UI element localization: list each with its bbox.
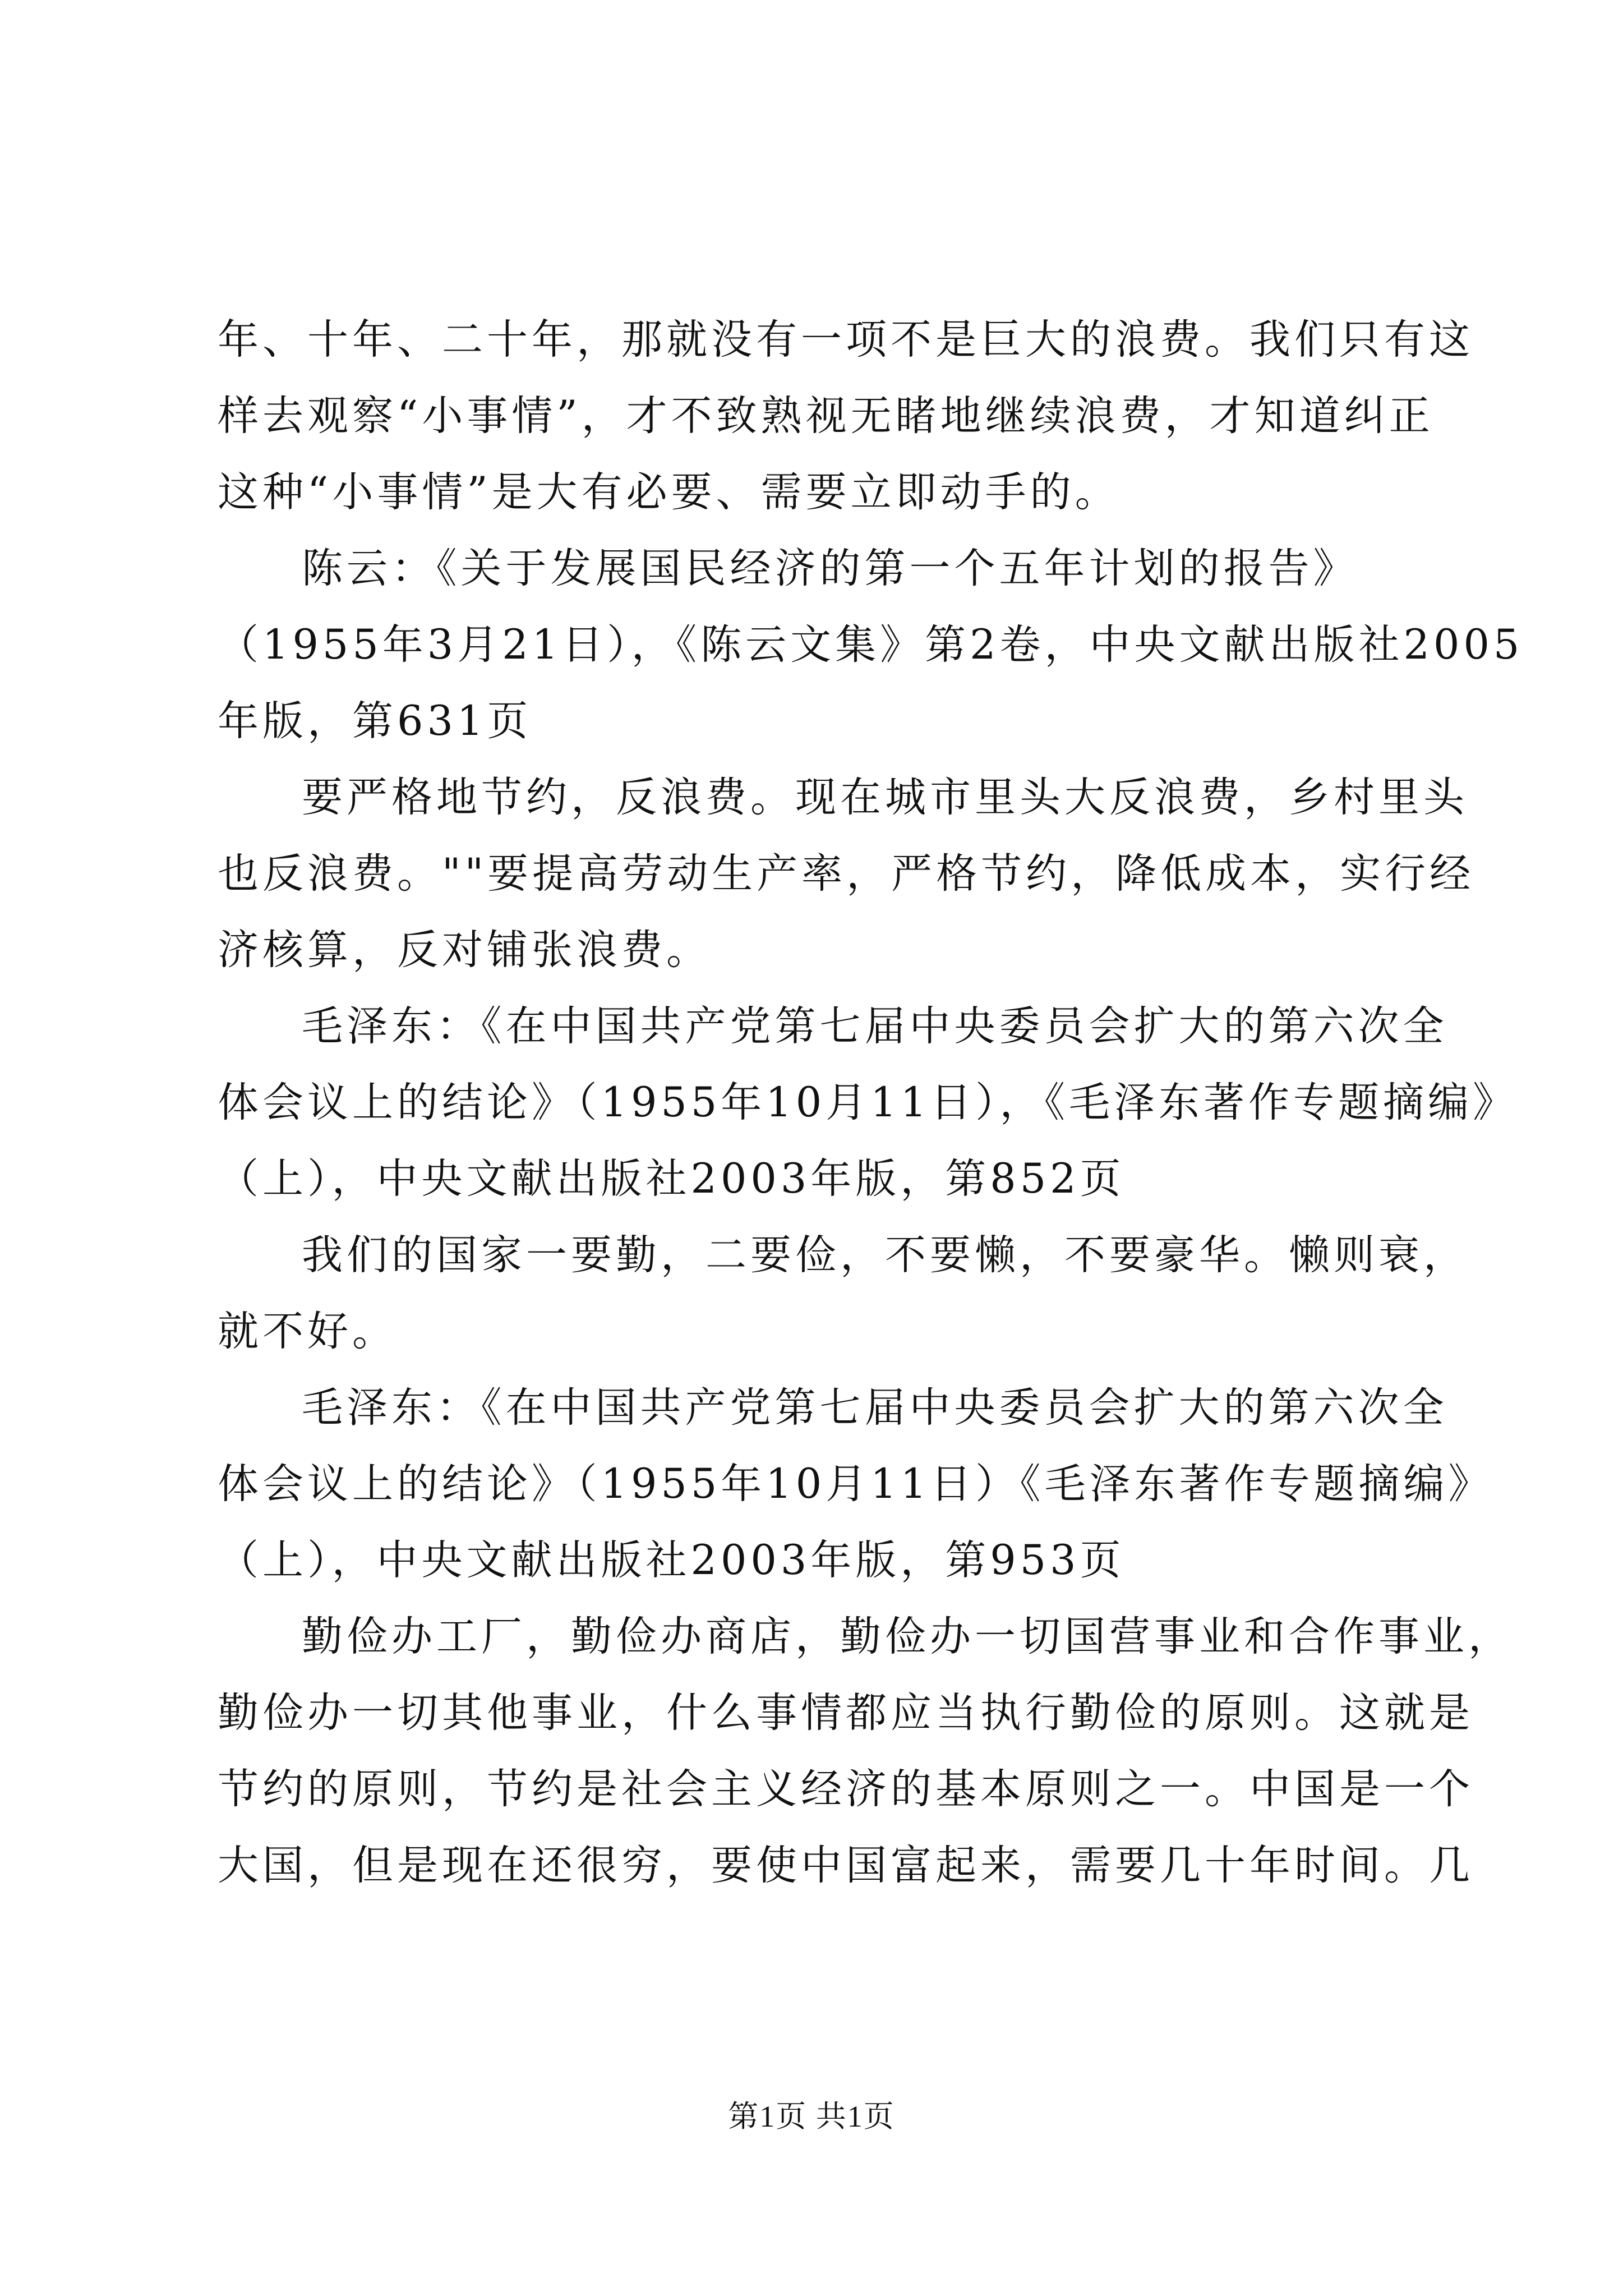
text-line: 节约的原则，节约是社会主义经济的基本原则之一。中国是一个 (218, 1765, 1474, 1813)
text-line: 济核算，反对铺张浪费。 (218, 926, 711, 974)
paragraph (218, 302, 1474, 531)
citation-paragraph (218, 1370, 1493, 1599)
page-footer: 第1页 共1页 (728, 2100, 895, 2133)
text-line: 就不好。 (218, 1308, 397, 1355)
text-line: （上），中央文献出版社2003年版，第852页 (218, 1155, 1125, 1203)
text-line: 大国，但是现在还很穷，要使中国富起来，需要几十年时间。几 (218, 1842, 1474, 1889)
text-line: 勤俭办一切其他事业，什么事情都应当执行勤俭的原则。这就是 (218, 1689, 1474, 1737)
text-line: （上），中央文献出版社2003年版，第953页 (218, 1536, 1125, 1584)
text-line: 陈云：《关于发展国民经济的第一个五年计划的报告》 (302, 545, 1358, 592)
paragraph (218, 760, 1475, 988)
document-body (218, 302, 1524, 1904)
paragraph (218, 1217, 1468, 1370)
text-line: 体会议上的结论》（1955年10月11日）《毛泽东著作专题摘编》 (218, 1460, 1493, 1508)
text-line: 要严格地节约，反浪费。现在城市里头大反浪费，乡村里头 (302, 774, 1468, 821)
citation-paragraph (218, 531, 1524, 760)
text-line: 勤俭办工厂，勤俭办商店，勤俭办一切国营事业和合作事业， (302, 1613, 1513, 1660)
paragraph (218, 1599, 1513, 1904)
text-line: 我们的国家一要勤，二要俭，不要懒，不要豪华。懒则衰， (302, 1231, 1468, 1279)
text-line: （1955年3月21日），《陈云文集》第2卷，中央文献出版社2005 (218, 621, 1524, 669)
text-line: 年版，第631页 (218, 697, 532, 745)
text-line: 样去观察“小事情”，才不致熟视无睹地继续浪费，才知道纠正 (218, 392, 1434, 440)
text-line: 也反浪费。""要提高劳动生产率，严格节约，降低成本，实行经 (218, 850, 1475, 898)
text-line: 年、十年、二十年，那就没有一项不是巨大的浪费。我们只有这 (218, 316, 1474, 364)
text-line: 体会议上的结论》（1955年10月11日），《毛泽东著作专题摘编》 (218, 1079, 1518, 1126)
citation-paragraph (218, 988, 1518, 1217)
text-line: 毛泽东：《在中国共产党第七届中央委员会扩大的第六次全 (302, 1384, 1448, 1432)
text-line: 这种“小事情”是大有必要、需要立即动手的。 (218, 468, 1120, 516)
text-line: 毛泽东：《在中国共产党第七届中央委员会扩大的第六次全 (302, 1002, 1448, 1050)
